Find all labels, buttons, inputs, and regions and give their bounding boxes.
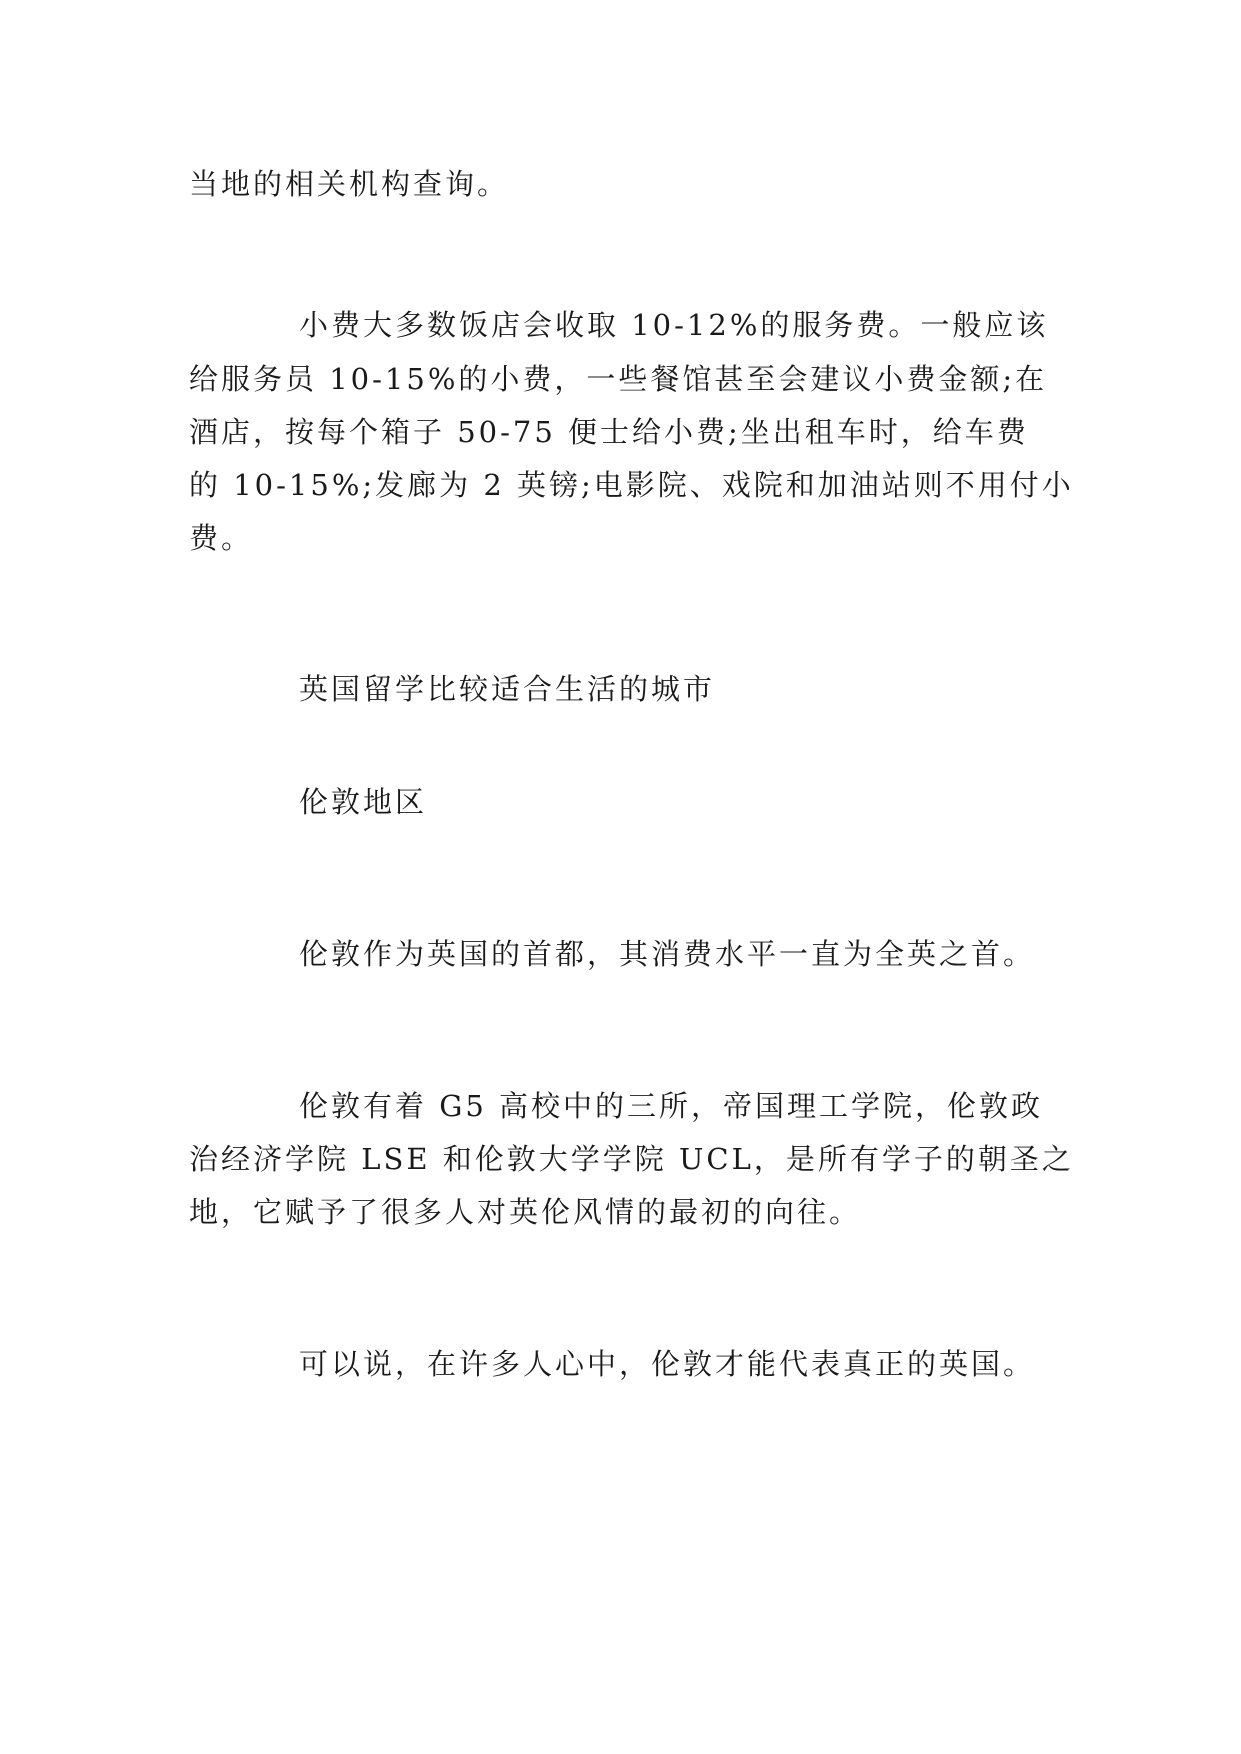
paragraph-line: 费。 (189, 521, 254, 555)
paragraph-line: 的 10-15%;发廊为 2 英镑;电影院、戏院和加油站则不用付小 (189, 468, 1074, 502)
paragraph-line: 伦敦作为英国的首都，其消费水平一直为全英之首。 (299, 937, 1036, 971)
subsection-heading: 伦敦地区 (299, 785, 428, 819)
paragraph-line: 酒店，按每个箱子 50-75 便士给小费;坐出租车时，给车费 (189, 415, 1029, 449)
paragraph-line: 给服务员 10-15%的小费，一些餐馆甚至会建议小费金额;在 (189, 362, 1048, 396)
section-heading: 英国留学比较适合生活的城市 (299, 672, 716, 706)
paragraph-line: 治经济学院 LSE 和伦敦大学学院 UCL，是所有学子的朝圣之 (189, 1142, 1074, 1176)
paragraph-line: 可以说，在许多人心中，伦敦才能代表真正的英国。 (299, 1347, 1036, 1381)
paragraph-line: 伦敦有着 G5 高校中的三所，帝国理工学院，伦敦政 (299, 1089, 1044, 1123)
paragraph-line: 小费大多数饭店会收取 10-12%的服务费。一般应该 (299, 308, 1049, 342)
paragraph-line: 地，它赋予了很多人对英伦风情的最初的向往。 (189, 1195, 862, 1229)
paragraph-line: 当地的相关机构查询。 (189, 167, 510, 201)
